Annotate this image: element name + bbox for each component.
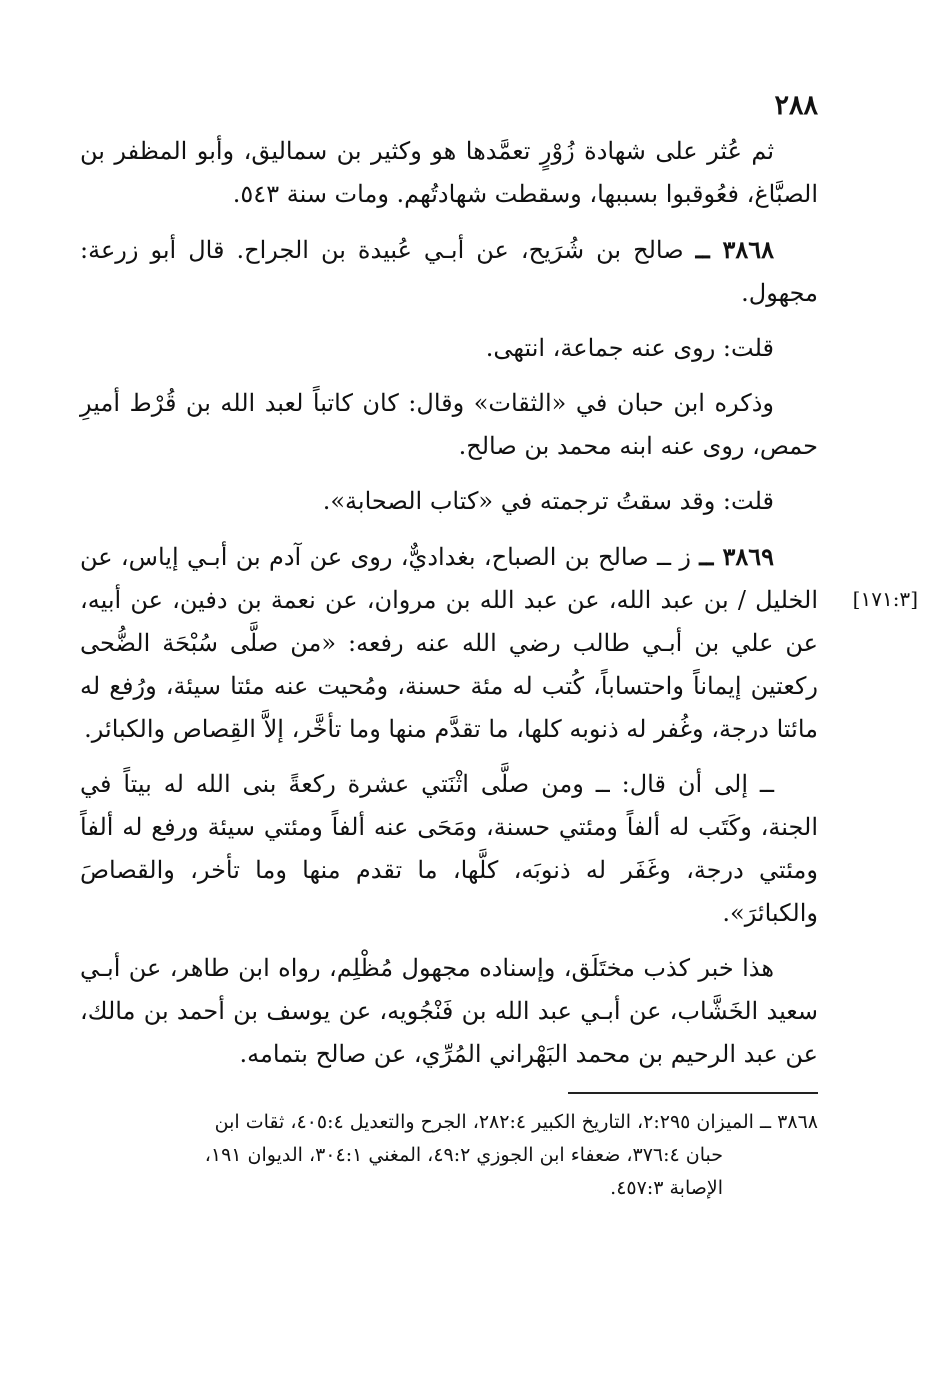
paragraph-verdict: هذا خبر كذب مختَلَق، وإسناده مجهول مُظْلِم، رواه ابن طاهر، عن أبـي سعيد الخَشَّاب، عن أبـي عبد الله بن فَنْجُويه، عن يوسف بن أحمد بن مالك، عن عبد الرحيم بن محمد البَهْراني المُرِّي، عن صالح بتمامه. <box>80 954 818 1068</box>
footnote <box>80 1106 818 1205</box>
footnote-separator <box>568 1092 818 1094</box>
entry-3869-text: ز ــ صالح بن الصباح، بغداديٌّ، روى عن آدم بن أبـي إياس، عن الخليل / بن عبد الله، عن عبد الله بن مروان، عن نعمة بن دفين، عن أبيه، عن علي بن أبـي طالب رضي الله عنه رفعه: «من صلَّى سُبْحَة الضُّحى ركعتين إيماناً واحتساباً، كُتب له مئة حسنة، ومُحيت عنه مئتا سيئة، ورُفع له مائتا درجة، وغُفر له ذنوبه كلها، ما تقدَّم منها وما تأخَّر، إلاَّ القِصاص والكبائر. <box>80 543 818 743</box>
entry-3869 <box>80 535 818 751</box>
paragraph-continuation: ثم عُثر على شهادة زُوْرٍ تعمَّدها هو وكثير بن سماليق، وأبو المظفر بن الصبَّاغ، فعُوقبوا بسببها، وسقطت شهادتُهم. ومات سنة ٥٤٣. <box>80 137 818 208</box>
book-page <box>80 86 918 1205</box>
entry-3869-block <box>80 535 918 751</box>
paragraph-hadith-continuation: ــ إلى أن قال: ــ ومن صلَّى اثْنَتي عشرة ركعةً بنى الله له بيتاً في الجنة، وكَتَب له ألفاً ومئتي حسنة، ومَحَى عنه ألفاً ومئتي سيئة ورفع له ألفاً ومئتي درجة، وغَفَر له ذنوبَه، كلَّها، ما تقدم منها وما تأخر، والقصاصَ والكبائرَ». <box>80 770 818 927</box>
footnote-line-2: حبان ٣٧٦:٤، ضعفاء ابن الجوزي ٤٩:٢، المغني ٣٠٤:١، الديوان ١٩١، <box>204 1144 723 1166</box>
entry-number-3868: ٣٨٦٨ ــ <box>695 235 774 264</box>
entry-3868-text: صالح بن شُرَيح، عن أبـي عُبيدة بن الجراح. قال أبو زرعة: مجهول. <box>80 236 818 307</box>
paragraph-note-2: قلت: وقد سقتُ ترجمته في «كتاب الصحابة». <box>322 487 774 515</box>
page-number: ٢٨٨ <box>774 90 818 121</box>
footnote-line-3: الإصابة ٤٥٧:٣. <box>610 1177 723 1199</box>
footnote-number: ٣٨٦٨ ــ <box>759 1111 818 1133</box>
footnote-line-1: الميزان ٢:٢٩٥، التاريخ الكبير ٢٨٢:٤، الجرح والتعديل ٤٠٥:٤، ثقات ابن <box>214 1111 754 1133</box>
paragraph-note-1: قلت: روى عنه جماعة، انتهى. <box>485 334 774 362</box>
paragraph-ibn-hibban: وذكره ابن حبان في «الثقات» وقال: كان كاتباً لعبد الله بن قُرْط أميرِ حمص، روى عنه ابنه محمد بن صالح. <box>80 389 818 460</box>
entry-number-3869: ٣٨٦٩ ــ <box>699 542 774 571</box>
volume-page-reference: [١٧١:٣] <box>852 587 918 611</box>
entry-3868 <box>80 228 818 315</box>
